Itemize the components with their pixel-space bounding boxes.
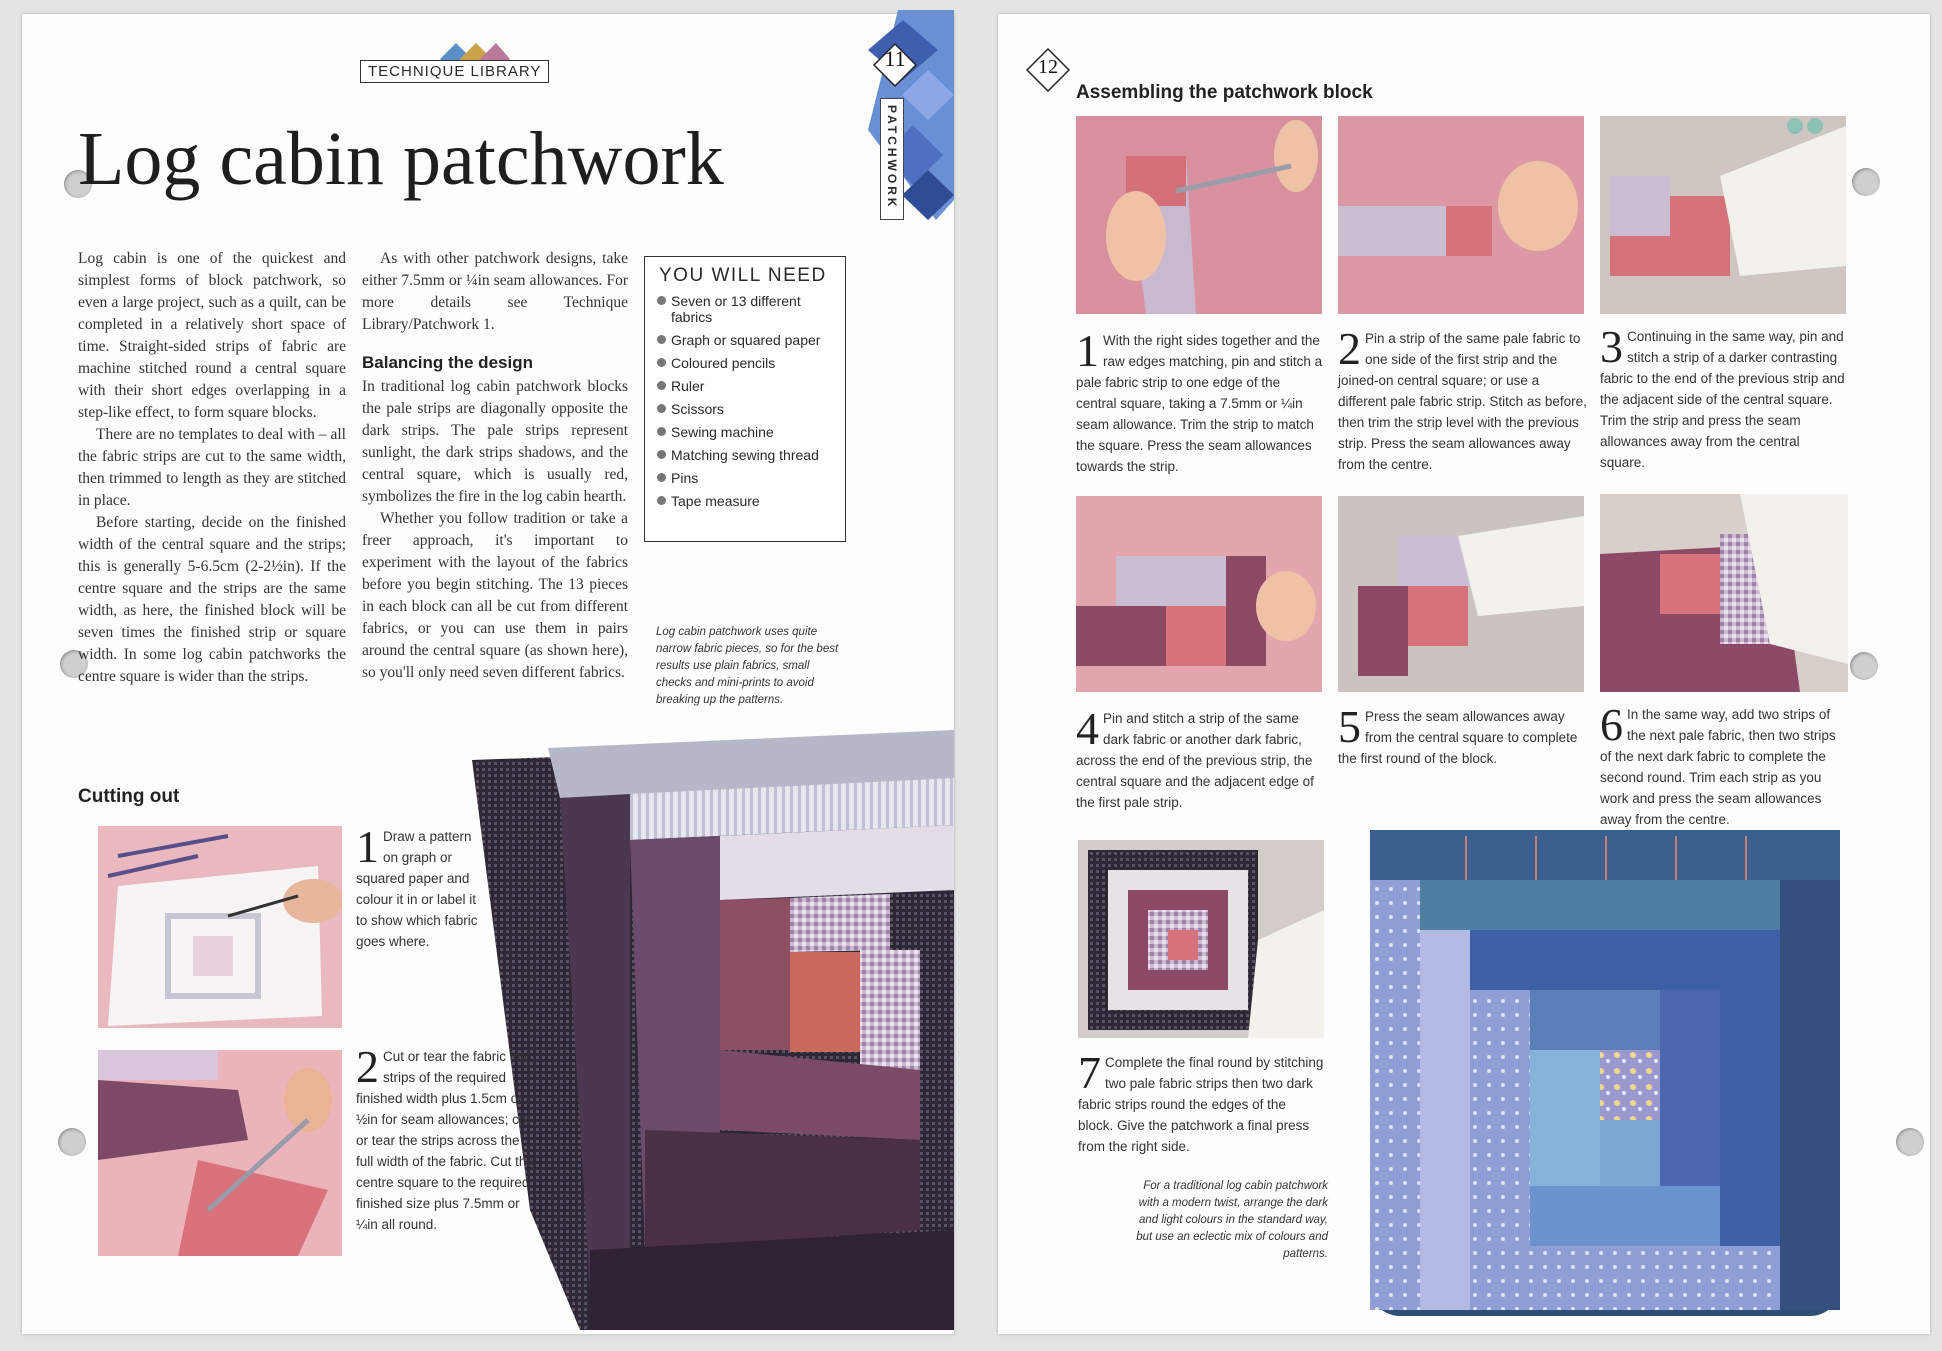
- step-text: Draw a pattern on graph or squared paper and colour it in or label it to show which fabric goes where.: [356, 829, 478, 949]
- page-number: 12: [1038, 56, 1058, 78]
- assembly-step: [1600, 321, 1848, 473]
- cutting-step: [356, 821, 484, 952]
- materials-item: Matching sewing thread: [657, 447, 839, 463]
- intro-paragraph: As with other patchwork designs, take either 7.5mm or ¼in seam allowances. For more details see Technique Library/Patchwork 1.: [362, 250, 628, 333]
- step-text: Complete the final round by stitching two pale fabric strips then two dark fabric strips round the edges of the block. Give the patchwork a final press from the right side.: [1078, 1055, 1324, 1154]
- step-number: 2: [1338, 323, 1361, 374]
- step-2-photo: [1338, 116, 1584, 314]
- you-will-need-box: [644, 256, 846, 542]
- intro-paragraph: Log cabin is one of the quickest and simplest forms of block patchwork, so even a large project, such as a quilt, can be completed in a relatively short space of time. Straight-sided strips of fabric are machine stitched round a central square with their short edges overlapping in a step-like effect, to form square blocks.: [78, 250, 346, 421]
- assembly-step: [1076, 325, 1324, 477]
- photo-caption: For a traditional log cabin patchwork with a modern twist, arrange the dark and light colours in the standard way, but use an eclectic mix of colours and patterns.: [1136, 1180, 1328, 1260]
- binder-hole: [58, 1128, 86, 1156]
- materials-item: Coloured pencils: [657, 355, 839, 371]
- materials-item: Ruler: [657, 378, 839, 394]
- balancing-heading: Balancing the design: [362, 353, 533, 372]
- binder-hole: [1852, 168, 1880, 196]
- step-7-photo: [1078, 840, 1324, 1038]
- materials-item: Graph or squared paper: [657, 332, 839, 348]
- technique-library-label: TECHNIQUE LIBRARY: [360, 60, 549, 83]
- cutting-step: [356, 1041, 534, 1235]
- binder-hole: [1896, 1128, 1924, 1156]
- materials-item: Pins: [657, 470, 839, 486]
- assembly-step: [1338, 701, 1588, 769]
- step-5-photo: [1338, 496, 1584, 692]
- you-will-need-title: YOU WILL NEED: [659, 265, 827, 286]
- cutting-fabric-photo: [98, 1050, 342, 1256]
- materials-item: Seven or 13 different fabrics: [657, 293, 839, 325]
- assembling-heading: Assembling the patchwork block: [1076, 82, 1373, 103]
- section-tab-label: PATCHWORK: [885, 105, 899, 210]
- drawing-pattern-photo: [98, 826, 342, 1028]
- materials-list: [645, 293, 845, 509]
- assembly-step: [1338, 323, 1588, 475]
- binder-hole: [1850, 652, 1878, 680]
- step-text: With the right sides together and the raw edges matching, pin and stitch a pale fabric strip to one edge of the central square, taking a 7.5mm or ¼in seam allowance. Trim the strip to match the square. Press the seam allowances towards the strip.: [1076, 333, 1323, 474]
- step-text: Pin and stitch a strip of the same dark fabric or another dark fabric, across the end of the previous strip, the central square and the adjacent edge of the first pale strip.: [1076, 711, 1314, 810]
- step-text: Continuing in the same way, pin and stitch a strip of a darker contrasting fabric to the end of the previous strip and the adjacent side of the central square. Trim the strip and press the seam allowances away from the central square.: [1600, 329, 1845, 470]
- step-number: 2: [356, 1041, 379, 1092]
- intro-column-1: [78, 248, 346, 688]
- materials-item: Scissors: [657, 401, 839, 417]
- step-number: 6: [1600, 699, 1623, 750]
- page-title: Log cabin patchwork: [78, 117, 724, 201]
- log-cabin-cushion-photo: [470, 690, 954, 1330]
- step-number: 1: [1076, 325, 1099, 376]
- step-number: 3: [1600, 321, 1623, 372]
- intro-paragraph: There are no templates to deal with – all the fabric strips are cut to the same width, then trimmed to length as they are stitched in place.: [78, 426, 346, 509]
- step-text: Pin a strip of the same pale fabric to one side of the first strip and the joined-on central square; or use a different pale fabric strip. Stitch as before, then trim the strip level with the previous strip. Press the seam allowances away from the centre.: [1338, 331, 1587, 472]
- step-6-photo: [1600, 494, 1848, 692]
- materials-item: Sewing machine: [657, 424, 839, 440]
- balancing-paragraph: Whether you follow tradition or take a freer approach, it's important to experiment with the layout of the fabrics before you begin stitching. The 13 pieces in each block can all be cut from different fabrics, or you can use them in pairs around the central square (as shown here), so you'll only need seven different fabrics.: [362, 510, 628, 681]
- intro-column-2: [362, 248, 628, 684]
- assembly-step: [1600, 699, 1850, 830]
- materials-item: Tape measure: [657, 493, 839, 509]
- step-text: Press the seam allowances away from the central square to complete the first round of the block.: [1338, 709, 1578, 766]
- intro-paragraph: Before starting, decide on the finished width of the central square and the strips; this is generally 5-6.5cm (2-2½in). If the centre square and the strips are the same width, as here, the finished block will be seven times the finished strip or square width. In some log cabin patchworks the centre square is wider than the strips.: [78, 514, 346, 685]
- step-number: 4: [1076, 703, 1099, 754]
- step-4-photo: [1076, 496, 1322, 692]
- balancing-paragraph: In traditional log cabin patchwork blocks the pale strips are diagonally opposite the dark strips. The pale strips represent sunlight, the dark strips shadows, and the central square, which is usually red, symbolizes the fire in the log cabin hearth.: [362, 378, 628, 505]
- step-number: 5: [1338, 701, 1361, 752]
- assembly-step: [1076, 703, 1322, 813]
- page-number: 11: [884, 46, 906, 71]
- step-number: 7: [1078, 1047, 1101, 1098]
- step-3-photo: [1600, 116, 1846, 314]
- cutting-out-heading: Cutting out: [78, 786, 180, 807]
- step-text: In the same way, add two strips of the next pale fabric, then two strips of the next dark fabric to complete the second round. Trim each strip as you work and press the seam allowances away from the centre.: [1600, 707, 1836, 827]
- step-1-photo: [1076, 116, 1322, 314]
- blue-log-cabin-cushion-photo: [1356, 826, 1840, 1320]
- photo-caption: Log cabin patchwork uses quite narrow fabric pieces, so for the best results use plain fabrics, small checks and mini-prints to avoid breaking up the patterns.: [656, 626, 839, 706]
- step-text: Cut or tear the fabric into strips of the required finished width plus 1.5cm or ½in for seam allowances; cut or tear the strips across the full width of the fabric. Cut the centre square to the required finished size plus 7.5mm or ¼in all round.: [356, 1049, 534, 1232]
- assembly-step: [1078, 1047, 1324, 1157]
- step-number: 1: [356, 821, 379, 872]
- section-tab: [880, 98, 904, 220]
